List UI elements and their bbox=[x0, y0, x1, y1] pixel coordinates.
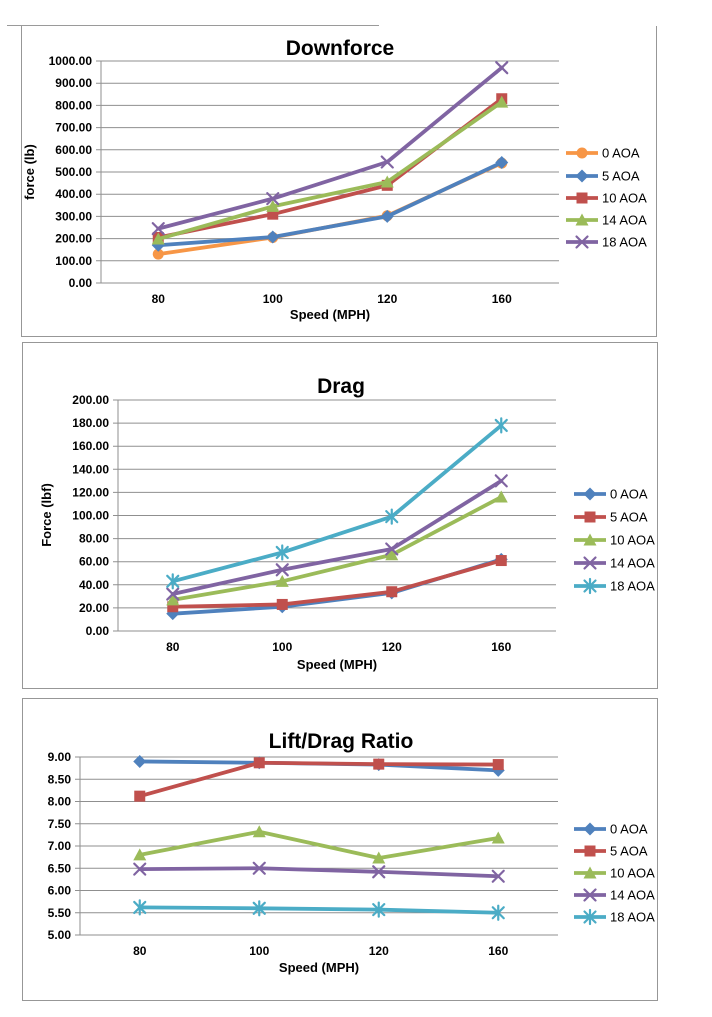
series-line-10-aoa bbox=[140, 832, 499, 858]
x-axis-title: Speed (MPH) bbox=[289, 307, 371, 322]
legend-item-10-aoa[interactable] bbox=[566, 191, 647, 206]
legend-item-0-aoa[interactable] bbox=[566, 146, 640, 161]
y-tick-label: 5.00 bbox=[47, 928, 71, 942]
y-tick-label: 7.00 bbox=[47, 839, 71, 853]
x-axis-title: Speed (MPH) bbox=[278, 960, 360, 975]
x-tick-label: 120 bbox=[368, 944, 389, 958]
y-tick-label: 8.00 bbox=[47, 794, 71, 809]
chart-title: Drag bbox=[317, 375, 365, 398]
chart-title: Downforce bbox=[285, 37, 395, 60]
legend-label: 0 AOA bbox=[610, 821, 648, 837]
legend-item-14-aoa[interactable] bbox=[574, 556, 655, 571]
y-tick-label: 100.00 bbox=[55, 253, 92, 268]
series-marker bbox=[134, 791, 145, 802]
x-axis-title: Speed (MPH) bbox=[296, 657, 378, 672]
series-marker bbox=[576, 170, 589, 183]
y-tick-label: 9.00 bbox=[47, 750, 71, 764]
series-line-5-aoa bbox=[158, 162, 502, 245]
legend-label: 14 AOA bbox=[602, 212, 647, 228]
legend-label: 14 AOA bbox=[610, 887, 655, 903]
downforce-plot-svg bbox=[22, 26, 658, 337]
legend-label: 0 AOA bbox=[602, 145, 640, 161]
x-tick-label: 160 bbox=[491, 292, 512, 306]
y-tick-label: 800.00 bbox=[55, 98, 92, 113]
legend-item-14-aoa[interactable] bbox=[574, 888, 655, 903]
legend-label: 18 AOA bbox=[610, 909, 655, 925]
y-tick-label: 7.50 bbox=[47, 816, 71, 831]
x-tick-label: 100 bbox=[272, 640, 293, 654]
legend-item-18-aoa[interactable] bbox=[574, 579, 655, 594]
y-tick-label: 60.00 bbox=[78, 554, 109, 569]
y-tick-label: 1000.00 bbox=[48, 54, 92, 68]
drag-chart[interactable] bbox=[22, 342, 658, 689]
series-marker bbox=[584, 823, 597, 836]
x-tick-label: 80 bbox=[166, 640, 180, 654]
x-tick-label: 160 bbox=[491, 640, 512, 654]
y-tick-label: 8.50 bbox=[47, 772, 71, 787]
series-marker bbox=[585, 512, 596, 523]
x-tick-label: 120 bbox=[381, 640, 402, 654]
y-tick-label: 5.50 bbox=[47, 905, 71, 920]
y-tick-label: 6.00 bbox=[47, 883, 71, 898]
legend-label: 14 AOA bbox=[610, 555, 655, 571]
series-marker bbox=[585, 846, 596, 857]
y-tick-label: 180.00 bbox=[72, 416, 109, 431]
y-tick-label: 20.00 bbox=[78, 600, 109, 615]
lift-drag-ratio-chart[interactable] bbox=[22, 698, 658, 1001]
y-tick-label: 0.00 bbox=[85, 624, 109, 638]
series-marker bbox=[277, 599, 288, 610]
series-marker bbox=[254, 757, 265, 768]
y-tick-label: 0.00 bbox=[68, 276, 92, 290]
legend-item-5-aoa[interactable] bbox=[574, 844, 648, 859]
legend-item-10-aoa[interactable] bbox=[574, 533, 655, 548]
legend-label: 5 AOA bbox=[610, 843, 648, 859]
y-tick-label: 140.00 bbox=[72, 462, 109, 477]
series-marker bbox=[577, 148, 588, 159]
series-line-14-aoa bbox=[173, 481, 502, 594]
legend-label: 10 AOA bbox=[610, 865, 655, 881]
legend-item-0-aoa[interactable] bbox=[574, 487, 648, 502]
series-marker bbox=[577, 193, 588, 204]
series-line-18-aoa bbox=[158, 68, 502, 229]
legend bbox=[566, 146, 647, 250]
legend-item-14-aoa[interactable] bbox=[566, 213, 647, 228]
legend-item-18-aoa[interactable] bbox=[574, 910, 655, 925]
downforce-chart[interactable] bbox=[21, 26, 657, 337]
legend-item-5-aoa[interactable] bbox=[574, 510, 648, 525]
y-tick-label: 120.00 bbox=[72, 485, 109, 500]
y-tick-label: 900.00 bbox=[55, 76, 92, 91]
drag-plot-svg bbox=[23, 343, 659, 690]
y-tick-label: 700.00 bbox=[55, 120, 92, 135]
y-axis-title: force (lb) bbox=[22, 144, 37, 200]
legend bbox=[574, 487, 655, 594]
x-tick-label: 100 bbox=[249, 944, 270, 958]
series-marker bbox=[496, 555, 507, 566]
y-tick-label: 80.00 bbox=[78, 531, 109, 546]
legend-label: 18 AOA bbox=[602, 234, 647, 250]
y-tick-label: 200.00 bbox=[55, 231, 92, 246]
legend-label: 18 AOA bbox=[610, 578, 655, 594]
chart-title: Lift/Drag Ratio bbox=[268, 730, 414, 753]
legend-label: 5 AOA bbox=[602, 168, 640, 184]
series-marker bbox=[373, 759, 384, 770]
y-tick-label: 40.00 bbox=[78, 577, 109, 592]
y-tick-label: 100.00 bbox=[72, 508, 109, 523]
series-line-14-aoa bbox=[158, 102, 502, 239]
x-tick-label: 100 bbox=[262, 292, 283, 306]
y-axis-title: Force (lbf) bbox=[39, 483, 54, 547]
series-line-18-aoa bbox=[140, 907, 499, 912]
series-marker bbox=[386, 586, 397, 597]
x-tick-label: 120 bbox=[377, 292, 398, 306]
x-tick-label: 80 bbox=[151, 292, 165, 306]
y-tick-label: 600.00 bbox=[55, 142, 92, 157]
y-tick-label: 400.00 bbox=[55, 187, 92, 202]
legend-label: 10 AOA bbox=[602, 190, 647, 206]
series-line-14-aoa bbox=[140, 868, 499, 876]
legend-label: 10 AOA bbox=[610, 532, 655, 548]
legend-item-18-aoa[interactable] bbox=[566, 235, 647, 250]
x-tick-label: 160 bbox=[488, 944, 509, 958]
y-tick-label: 500.00 bbox=[55, 165, 92, 179]
series-marker bbox=[493, 759, 504, 770]
x-tick-label: 80 bbox=[133, 944, 147, 958]
legend-item-10-aoa[interactable] bbox=[574, 866, 655, 881]
lift-drag-ratio-plot-svg bbox=[23, 699, 659, 1002]
series-marker bbox=[584, 488, 597, 501]
y-tick-label: 300.00 bbox=[55, 209, 92, 224]
legend-label: 0 AOA bbox=[610, 486, 648, 502]
y-tick-label: 6.50 bbox=[47, 861, 71, 876]
series-marker bbox=[266, 231, 279, 244]
legend bbox=[574, 822, 655, 925]
legend-item-0-aoa[interactable] bbox=[574, 822, 648, 837]
legend-label: 5 AOA bbox=[610, 509, 648, 525]
y-tick-label: 200.00 bbox=[72, 393, 109, 407]
legend-item-5-aoa[interactable] bbox=[566, 169, 640, 184]
y-tick-label: 160.00 bbox=[72, 439, 109, 454]
